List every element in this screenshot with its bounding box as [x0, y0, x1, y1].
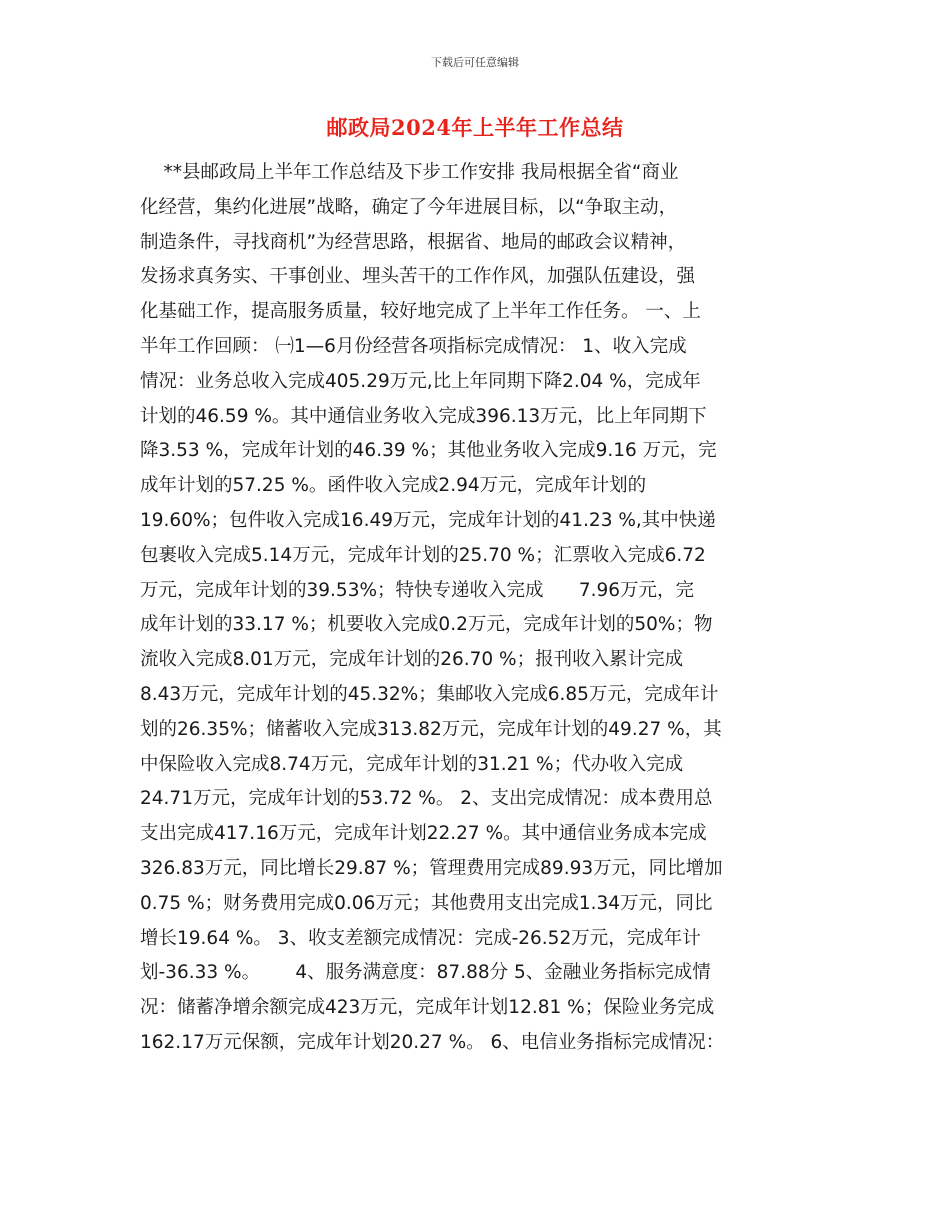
body-line: 162.17万元保额，完成年计划20.27 %。 6、电信业务指标完成情况：	[140, 1031, 725, 1053]
body-line: 流收入完成8.01万元，完成年计划的26.70 %；报刊收入累计完成	[140, 649, 684, 671]
body-line: 半年工作回顾： ㈠1—6月份经营各项指标完成情况： 1、收入完成	[140, 335, 687, 357]
body-line: 8.43万元，完成年计划的45.32%；集邮收入完成6.85万元，完成年计	[140, 683, 719, 705]
body-line: 况：储蓄净增余额完成423万元，完成年计划12.81 %；保险业务完成	[140, 997, 715, 1019]
body-line: 化经营，集约化进展”战略，确定了今年进展目标，以“争取主动，	[140, 196, 678, 218]
body-line: 划的26.35%；储蓄收入完成313.82万元，完成年计划的49.27 %，其	[140, 718, 722, 740]
header-note: 下载后可任意编辑	[431, 56, 519, 69]
body-line: 万元，完成年计划的39.53%；特快专递收入完成 7.96万元，完	[140, 579, 695, 601]
body-line: 成年计划的33.17 %；机要收入完成0.2万元，完成年计划的50%；物	[140, 614, 713, 636]
body-line: 19.60%；包件收入完成16.49万元，完成年计划的41.23 %,其中快递	[140, 509, 716, 531]
body-line: 24.71万元，完成年计划的53.72 %。 2、支出完成情况：成本费用总	[140, 788, 713, 810]
body-line: 计划的46.59 %。其中通信业务收入完成396.13万元，比上年同期下	[140, 405, 707, 427]
body-line: 情况：业务总收入完成405.29万元,比上年同期下降2.04 %，完成年	[140, 370, 701, 392]
body-line: 支出完成417.16万元，完成年计划22.27 %。其中通信业务成本完成	[140, 823, 707, 845]
body-line: 划-36.33 %。 4、服务满意度：87.88分 5、金融业务指标完成情	[140, 962, 711, 984]
body-line: 降3.53 %，完成年计划的46.39 %；其他业务收入完成9.16 万元，完	[140, 440, 717, 462]
body-line: 326.83万元，同比增长29.87 %；管理费用完成89.93万元，同比增加	[140, 857, 723, 879]
body-line: 0.75 %；财务费用完成0.06万元；其他费用支出完成1.34万元，同比	[140, 892, 713, 914]
body-line: 增长19.64 %。 3、收支差额完成情况：完成-26.52万元，完成年计	[140, 927, 701, 949]
body-line: 中保险收入完成8.74万元，完成年计划的31.21 %；代办收入完成	[140, 753, 684, 775]
document-title: 邮政局2024年上半年工作总结	[326, 115, 624, 140]
body-line: 包裹收入完成5.14万元，完成年计划的25.70 %；汇票收入完成6.72	[140, 544, 706, 566]
body-line: 发扬求真务实、干事创业、埋头苦干的工作作风，加强队伍建设，强	[140, 266, 696, 288]
body-line: 制造条件，寻找商机”为经营思路，根据省、地局的邮政会议精神，	[140, 231, 687, 253]
body-line: 化基础工作，提高服务质量，较好地完成了上半年工作任务。 一、上	[140, 301, 701, 323]
document-body	[140, 156, 820, 1061]
body-line: 成年计划的57.25 %。函件收入完成2.94万元，完成年计划的	[140, 475, 647, 497]
body-line: **县邮政局上半年工作总结及下步工作安排 我局根据全省“商业	[140, 162, 679, 183]
